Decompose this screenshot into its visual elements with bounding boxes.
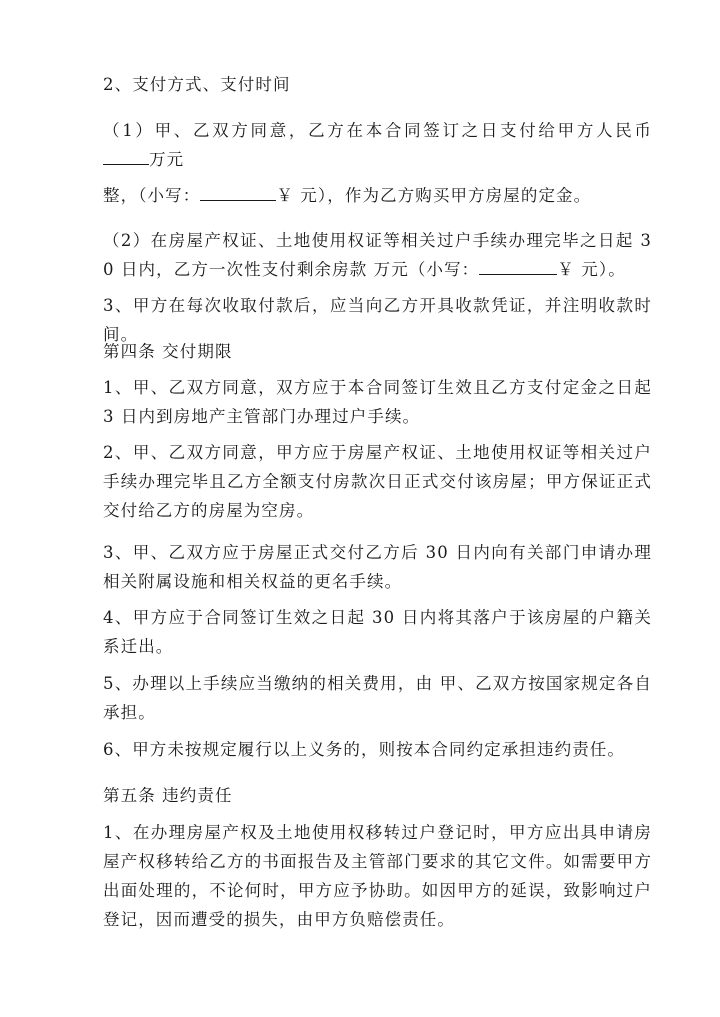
article-four-heading: 第四条 交付期限 xyxy=(103,342,233,361)
deposit-unit: 万元 xyxy=(149,150,185,169)
payment-method-heading: 2、支付方式、支付时间 xyxy=(103,75,291,94)
receipt-clause: 3、甲方在每次收取付款后，应当向乙方开具收款凭证，并注明收款时间。 xyxy=(103,296,652,344)
delivery-clause-2: 2、甲、乙双方同意，甲方应于房屋产权证、土地使用权证等相关过户手续办理完毕且乙方全额支付房款次日正式交付该房屋；甲方保证正式交付给乙方的房屋为空房。 xyxy=(103,443,652,520)
delivery-clause-3: 3、甲、乙双方应于房屋正式交付乙方后 30 日内向有关部门申请办理相关附属设施和相关权益的更名手续。 xyxy=(103,543,652,591)
balance-numeric-blank xyxy=(479,257,557,275)
deposit-amount-line xyxy=(85,181,652,210)
article-five-heading: 第五条 违约责任 xyxy=(103,786,233,805)
delivery-clause-6: 6、甲方未按规定履行以上义务的，则按本合同约定承担违约责任。 xyxy=(103,740,625,759)
deposit-amount-blank xyxy=(103,147,149,165)
deposit-amount-prefix: 整，（小写： xyxy=(103,186,201,205)
deposit-clause-text: （1）甲、乙双方同意，乙方在本合同签订之日支付给甲方人民币 xyxy=(103,121,652,140)
balance-payment-suffix: ￥ 元）。 xyxy=(557,260,626,279)
balance-payment-clause xyxy=(85,226,652,284)
delivery-clause-5: 5、办理以上手续应当缴纳的相关费用，由 甲、乙双方按国家规定各自承担。 xyxy=(103,674,652,722)
liability-clause-1: 1、在办理房屋产权及土地使用权移转过户登记时，甲方应出具申请房屋产权移转给乙方的书面报告及主管部门要求的其它文件。如需要甲方出面处理的，不论何时，甲方应予协助。如因甲方的延误，致影响过户登记，因而遭受的损失，由甲方负赔偿责任。 xyxy=(103,823,652,929)
deposit-clause xyxy=(85,116,652,174)
deposit-amount-suffix: ￥ 元），作为乙方购买甲方房屋的定金。 xyxy=(276,186,592,205)
deposit-numeric-blank xyxy=(200,183,276,201)
balance-payment-text: （2）在房屋产权证、土地使用权证等相关过户手续办理完毕之日起 30 日内，乙方一次性支付剩余房款 万元（小写： xyxy=(103,231,652,279)
delivery-clause-4: 4、甲方应于合同签订生效之日起 30 日内将其落户于该房屋的户籍关系迁出。 xyxy=(103,608,652,656)
delivery-clause-1: 1、甲、乙双方同意，双方应于本合同签订生效且乙方支付定金之日起 3 日内到房地产主管部门办理过户手续。 xyxy=(103,378,652,426)
